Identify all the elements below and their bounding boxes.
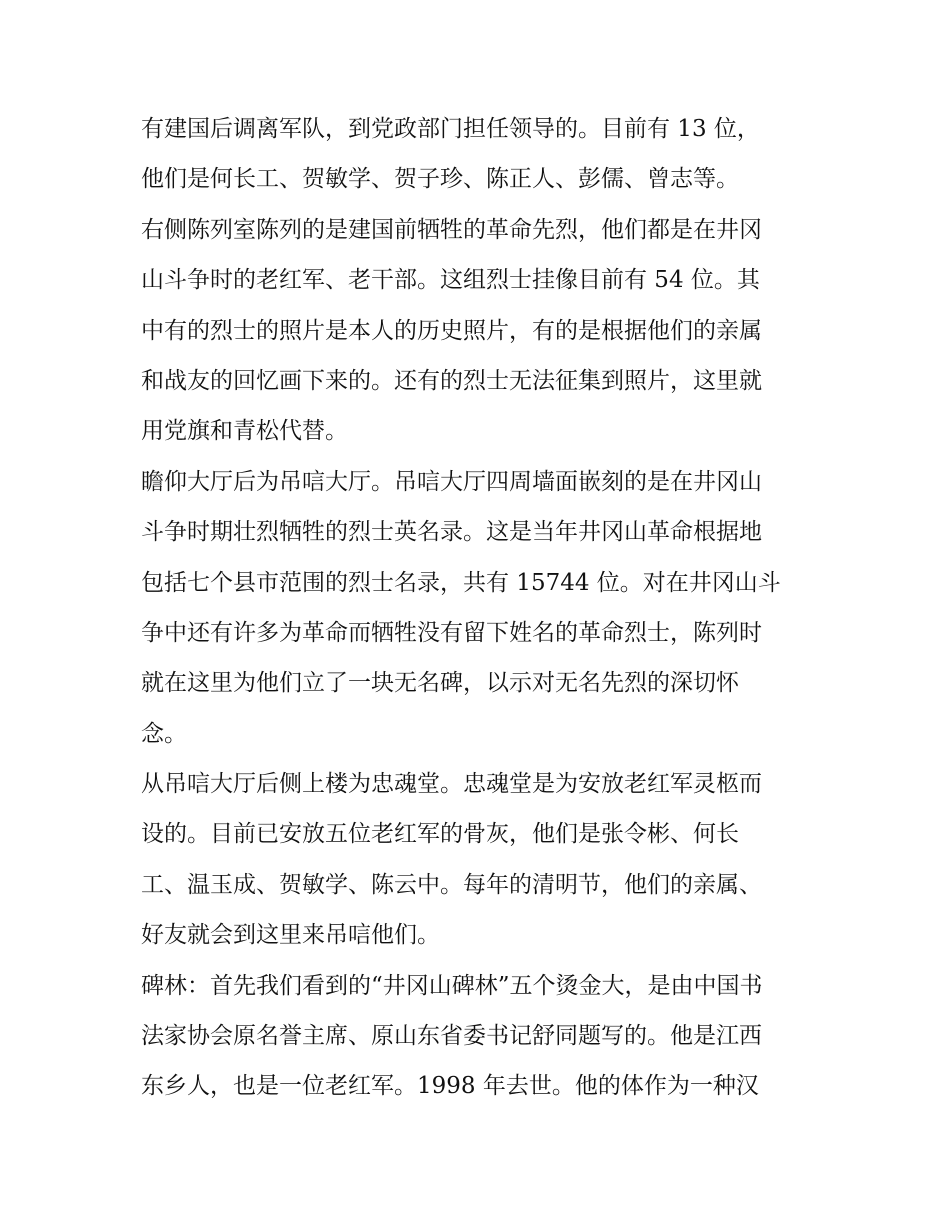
text-line: 争中还有许多为革命而牺牲没有留下姓名的革命烈士，陈列时 [141, 619, 762, 646]
text-line: 瞻仰大厅后为吊唁大厅。吊唁大厅四周墙面嵌刻的是在井冈山 [141, 468, 762, 495]
text-line: 右侧陈列室陈列的是建国前牺牲的革命先烈，他们都是在井冈 [141, 216, 762, 243]
text-line: 好友就会到这里来吊唁他们。 [141, 922, 440, 949]
text-line: 法家协会原名誉主席、原山东省委书记舒同题写的。他是江西 [141, 1023, 762, 1050]
text-line: 用党旗和青松代替。 [141, 418, 348, 445]
text-line: 他们是何长工、贺敏学、贺子珍、陈正人、彭儒、曾志等。 [141, 166, 739, 193]
text-line: 碑林：首先我们看到的“井冈山碑林”五个烫金大，是由中国书 [141, 972, 763, 999]
text-line: 包括七个县市范围的烈士名录，共有 15744 位。对在井冈山斗 [141, 569, 781, 596]
text-line: 有建国后调离军队，到党政部门担任领导的。目前有 13 位， [141, 116, 760, 142]
text-line: 念。 [141, 720, 187, 747]
document-body [141, 104, 821, 1112]
text-line: 中有的烈士的照片是本人的历史照片，有的是根据他们的亲属 [141, 317, 762, 344]
text-line: 和战友的回忆画下来的。还有的烈士无法征集到照片，这里就 [141, 367, 762, 394]
text-line: 从吊唁大厅后侧上楼为忠魂堂。忠魂堂是为安放老红军灵柩而 [141, 771, 762, 798]
text-line: 工、温玉成、贺敏学、陈云中。每年的清明节，他们的亲属、 [141, 871, 762, 898]
text-line: 东乡人，也是一位老红军。1998 年去世。他的体作为一种汉 [141, 1073, 759, 1100]
text-line: 就在这里为他们立了一块无名碑，以示对无名先烈的深切怀 [141, 670, 739, 697]
text-line: 斗争时期壮烈牺牲的烈士英名录。这是当年井冈山革命根据地 [141, 519, 762, 546]
text-line: 设的。目前已安放五位老红军的骨灰，他们是张令彬、何长 [141, 821, 739, 848]
text-line: 山斗争时的老红军、老干部。这组烈士挂像目前有 54 位。其 [141, 267, 760, 294]
